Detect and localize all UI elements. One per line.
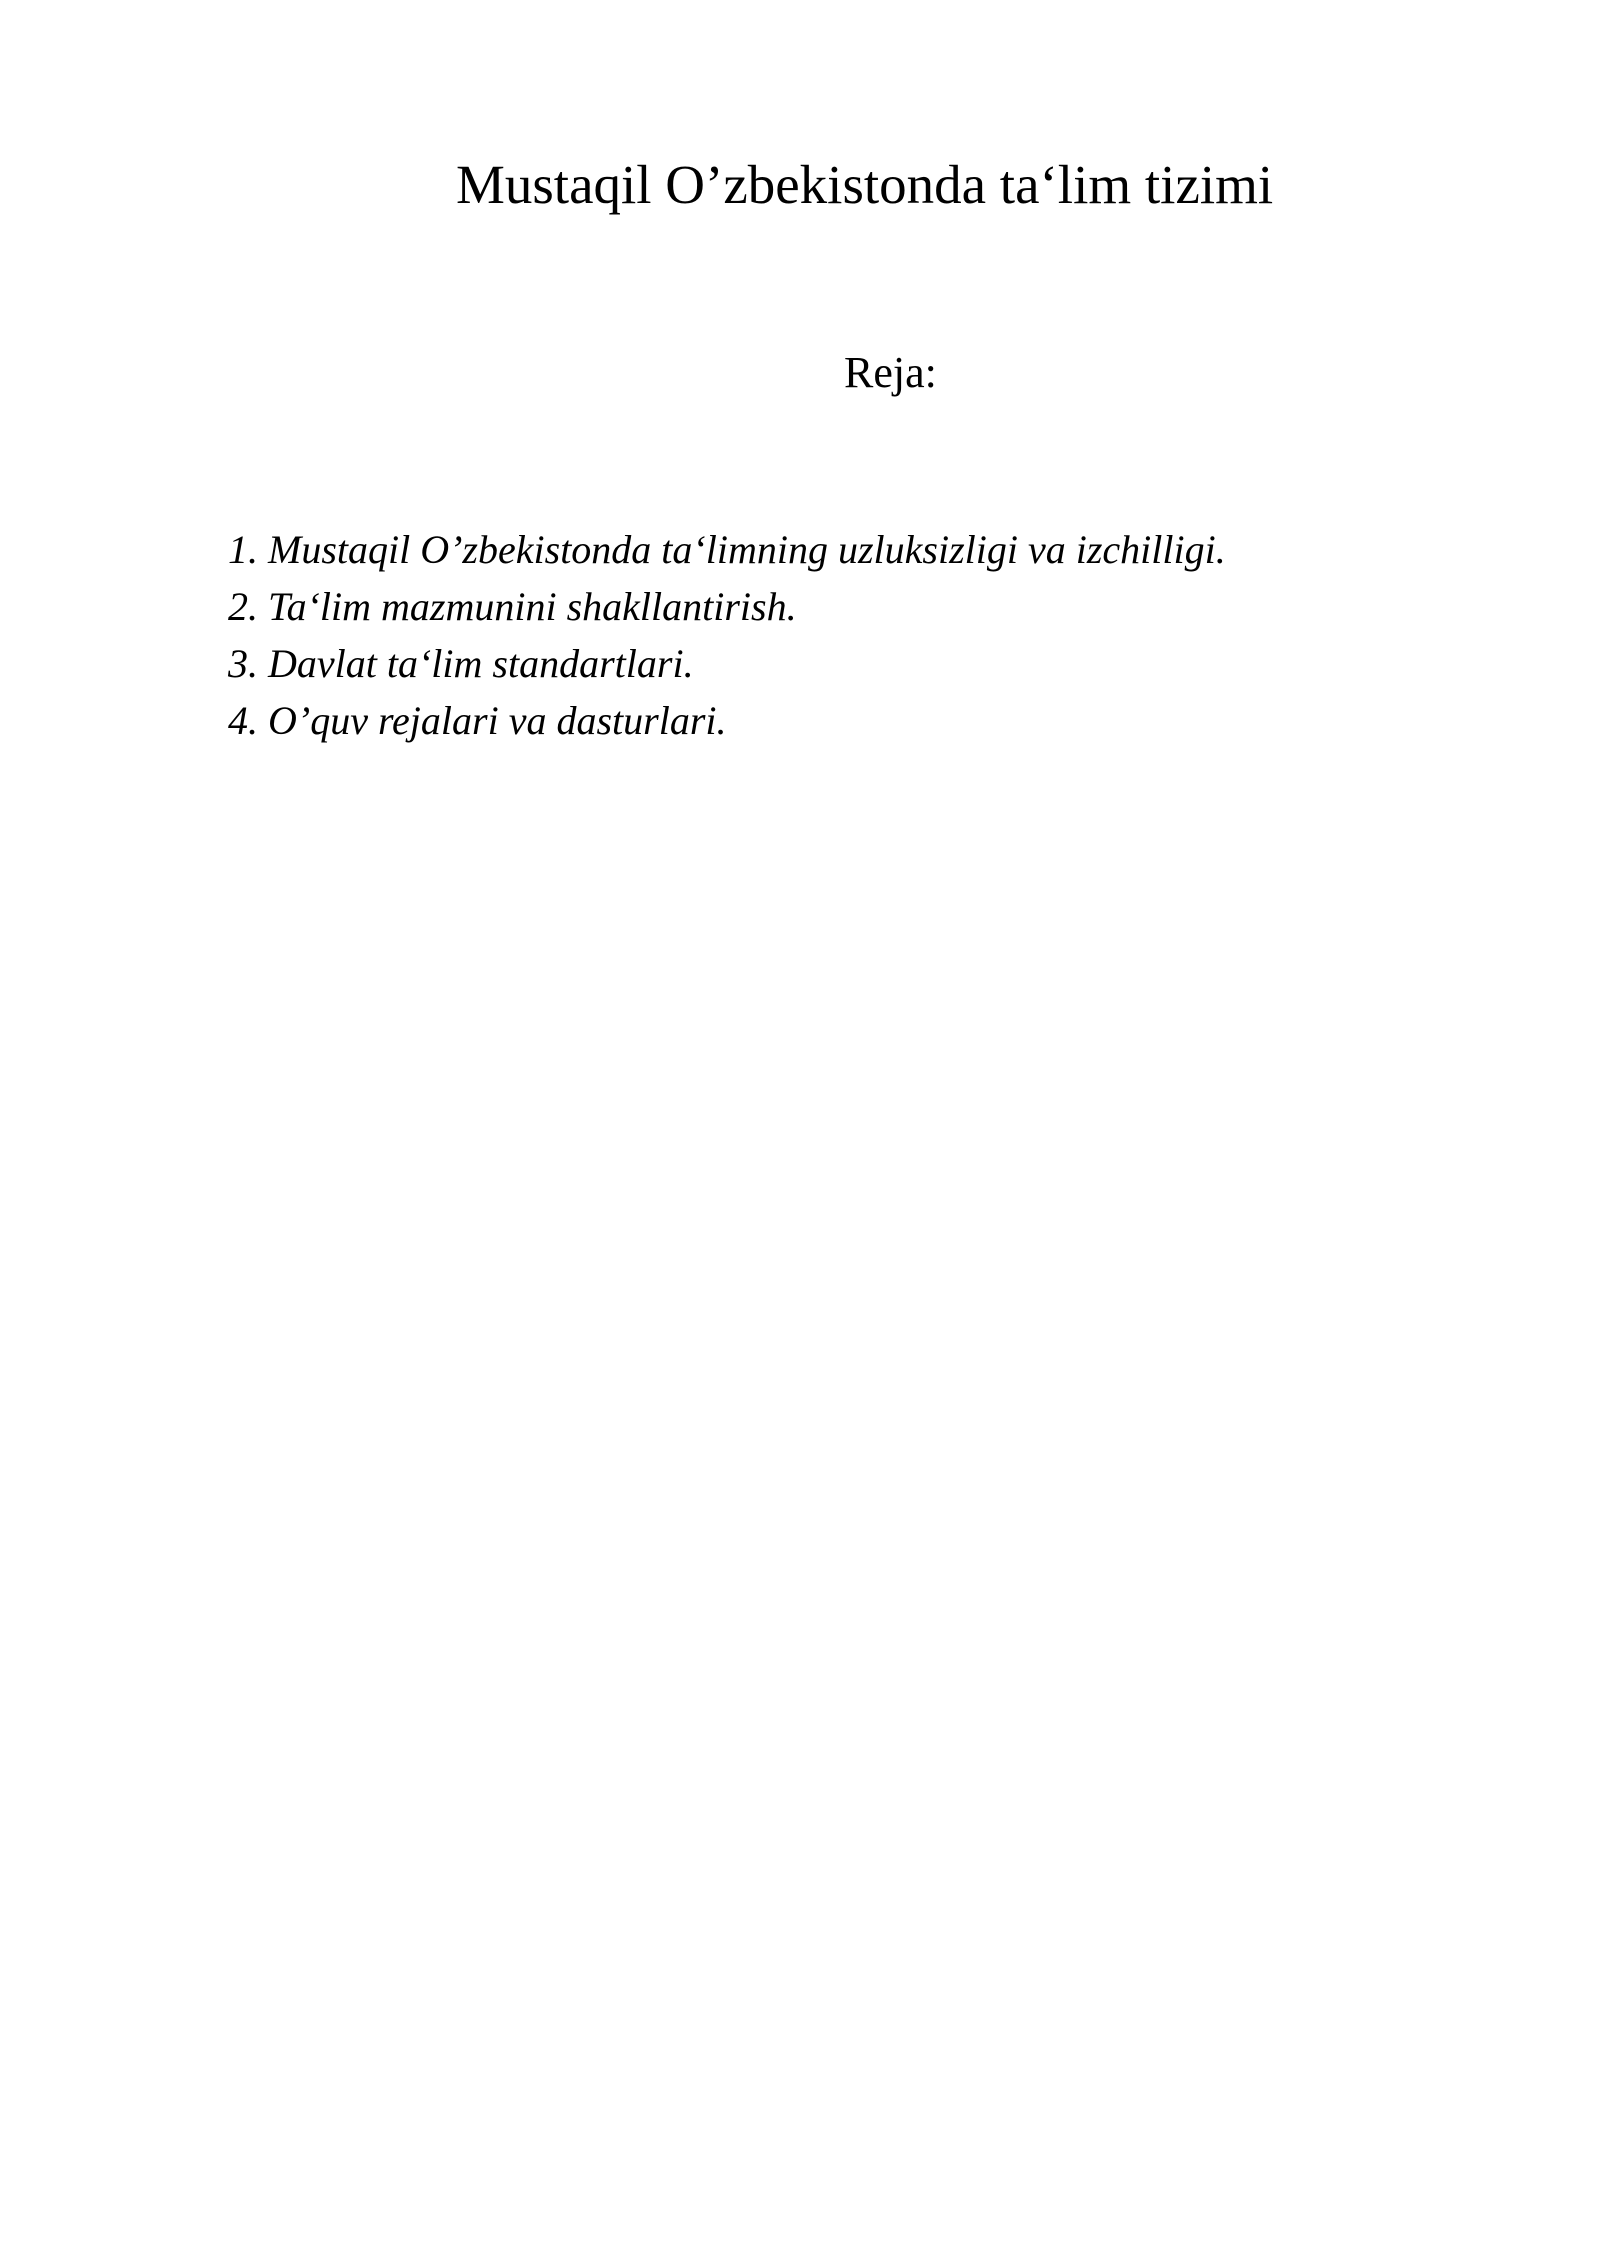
plan-item-4: 4. O’quv rejalari va dasturlari. bbox=[228, 698, 727, 743]
plan-heading: Reja: bbox=[844, 348, 937, 397]
document-title: Mustaqil O’zbekistonda ta‘lim tizimi bbox=[456, 154, 1274, 215]
plan-item-3: 3. Davlat ta‘lim standartlari. bbox=[228, 641, 694, 686]
plan-item-2: 2. Ta‘lim mazmunini shakllantirish. bbox=[228, 584, 797, 629]
plan-item-1: 1. Mustaqil O’zbekistonda ta‘limning uzluksizligi va izchilligi. bbox=[228, 527, 1226, 572]
plan-list bbox=[228, 521, 1226, 749]
